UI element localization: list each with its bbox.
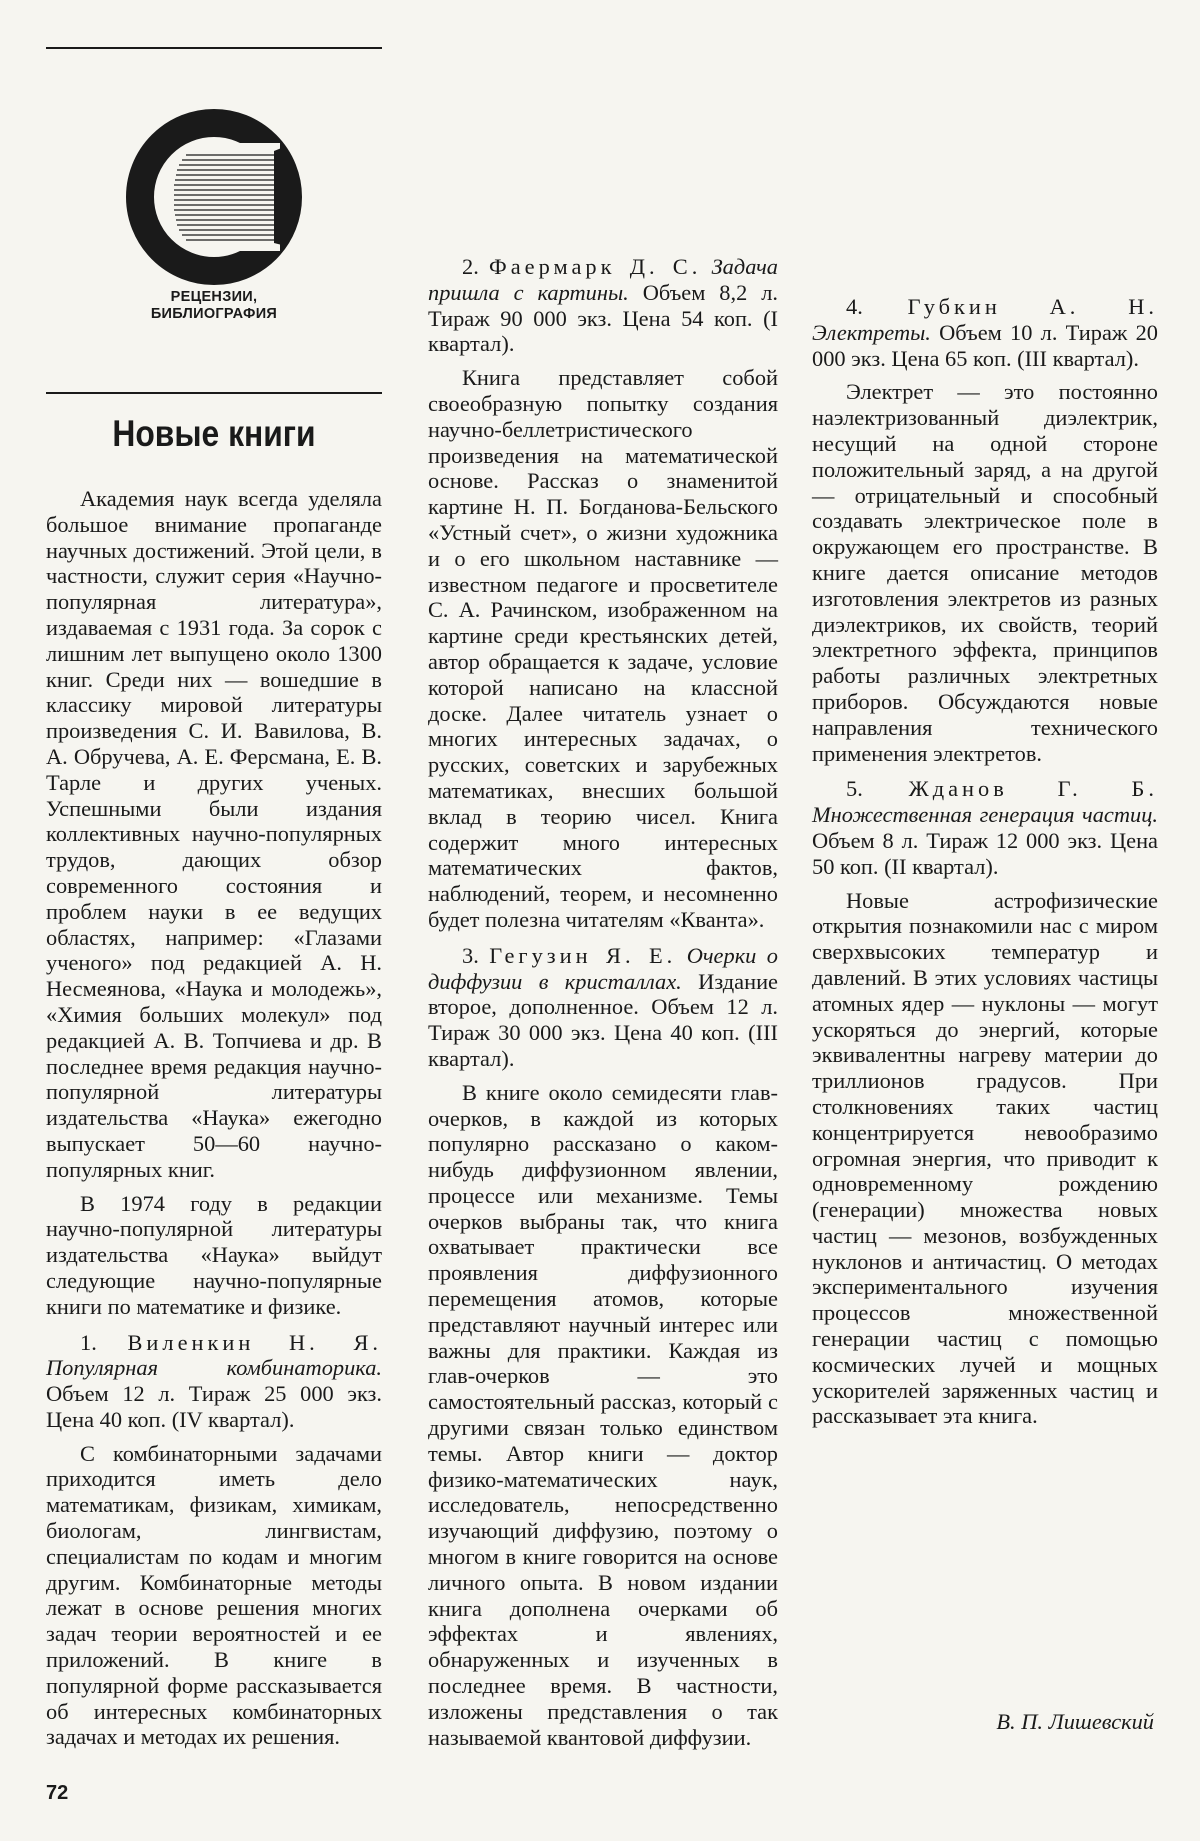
book-author: Фаермарк Д. С. [489, 254, 702, 279]
book-details: Объем 8,2 л. Тираж 90 000 экз. Цена 54 коп. (I квартал). [428, 279, 778, 357]
book-entry-4 [812, 294, 1158, 371]
book-title: Электреты. [812, 319, 931, 345]
headline-rule [46, 392, 382, 394]
book-entry-5 [812, 776, 1158, 879]
book-number: 4. [846, 294, 863, 319]
book-author: Жданов Г. Б. [908, 776, 1158, 802]
book-details: Издание второе, дополненное. Объем 12 л. Тираж 30 000 экз. Цена 40 коп. (III квартал). [428, 968, 778, 1071]
book-number: 1. [80, 1329, 97, 1355]
book-title: Популярная комбинаторика. [46, 1355, 382, 1381]
book-review-5: Новые астрофизические открытия познакомили нас с миром сверхвысоких температур и давлений. В этих условиях частицы атомных ядер — нуклоны — могут ускоряться до энергий, которые эквивалентны нагреву материи до триллионов градусов. При столкновениях таких частиц концентрируется невообразимо огромная энергия, что приводит к одновременному рождению (генерации) множества новых частиц — мезонов, возбужденных нуклонов и античастиц. О методах экспериментального изучения процессов множественной генерации частиц с помощью космических лучей и мощных ускорителей заряженных частиц и рассказывает эта книга. [812, 887, 1158, 1429]
book-title: Задача пришла с картины. [428, 254, 778, 305]
book-review-4: Электрет — это постоянно наэлектризованный диэлектрик, несущий на одной стороне положительный заряд, а на другой — отрицательный и способный создавать электрическое поле в окружающем его пространстве. В книге дается описание методов изготовления электретов из разных диэлектриков, их свойств, теорий электретного эффекта, принципов работы различных электретных приборов. Обсуждаются новые направления технического применения электретов. [812, 379, 1158, 766]
section-label [46, 289, 382, 323]
book-details: Объем 10 л. Тираж 20 000 экз. Цена 65 коп. (III квартал). [812, 319, 1158, 371]
book-author: Гегузин Я. Е. [489, 942, 677, 968]
book-details: Объем 12 л. Тираж 25 000 экз. Цена 40 коп. (IV квартал). [46, 1381, 382, 1432]
book-review-2: Книга представляет собой своеобразную попытку создания научно-беллетристического произведения на математической основе. Рассказ о знаменитой картине Н. П. Богданова-Бельского «Устный счет», о жизни художника и о его школьном наставнике — известном педагоге и просветителе С. А. Рачинском, изображенном на картине среди крестьянских детей, автор обращается к задаче, условие которой написано на классной доске. Далее читатель узнает о многих интересных задачах, о русских, советских и зарубежных математиках, внесших большой вклад в теорию чисел. Книга содержит много интересных математических фактов, наблюдений, теорем, и несомненно будет полезна читателям «Кванта». [428, 365, 778, 932]
book-author: Губкин А. Н. [907, 294, 1158, 319]
column-left [46, 486, 382, 1750]
book-author: Виленкин Н. Я. [127, 1329, 382, 1355]
top-rule [46, 47, 382, 49]
book-review-1: С комбинаторными задачами приходится иметь дело математикам, физикам, химикам, биологам, лингвистам, специалистам по кодам и многим другим. Комбинаторные методы лежат в основе решения многих задач теории вероятностей и ее приложений. В книге в популярной форме рассказывается об интересных комбинаторных задачах и методах их решения. [46, 1440, 382, 1750]
book-entry-3 [428, 943, 778, 1072]
book-number: 2. [462, 254, 479, 279]
book-details: Объем 8 л. Тираж 12 000 экз. Цена 50 коп. (II квартал). [812, 827, 1158, 879]
book-title: Множественная генерация частиц. [812, 802, 1158, 828]
book-title: Очерки о диффузии в кристаллах. [428, 942, 778, 994]
page-title: Новые книги [112, 413, 316, 454]
book-review-3: В книге около семидесяти глав-очерков, в каждой из которых популярно рассказано о каком-нибудь диффузионном явлении, процессе или механизме. Темы очерков выбраны так, что книга охватывает практически все проявления диффузионного перемещения атомов, которые представляют научный интерес или важны для практики. Каждая из глав-очерков — это самостоятельный рассказ, который с другими связан только единством темы. Автор книги — доктор физико-математических наук, исследователь, непосредственно изучающий диффузию, поэтому о многом в книге говорится на основе личного опыта. В новом издании книга дополнена очерками об эффектах и явлениях, обнаруженных и изученных в последнее время. В частности, изложены представления о так называемой квантовой диффузии. [428, 1079, 778, 1750]
section-label-line-2: БИБЛИОГРАФИЯ [150, 306, 278, 322]
author-signature: В. П. Лишевский [996, 1709, 1154, 1734]
book-number: 5. [846, 776, 863, 802]
column-right [812, 44, 1158, 1429]
book-number: 3. [462, 942, 479, 968]
section-logo-icon [124, 107, 304, 287]
book-entry-1 [46, 1330, 382, 1433]
intro-paragraph: Академия наук всегда уделяла большое внимание пропаганде научных достижений. Этой цели, в частности, служит серия «Научно-популярная литература», издаваемая с 1931 года. За сорок с лишним лет выпущено около 1300 книг. Среди них — вошедшие в классику мировой литературы произведения С. И. Вавилова, В. А. Обручева, А. Е. Ферсмана, Е. В. Тарле и других ученых. Успешными были издания коллективных научно-популярных трудов, дающих обзор современного состояния и проблем науки в ее ведущих областях, например: «Глазами ученого» под редакцией А. Н. Несмеянова, «Наука и молодежь», «Химия больших молекул» под редакцией А. В. Топчиева и др. В последнее время редакция научно-популярной литературы издательства «Наука» ежегодно выпускает 50—60 научно-популярных книг. [46, 486, 382, 1182]
page-number: 72 [46, 1782, 69, 1804]
book-entry-2 [428, 254, 778, 357]
intro-paragraph: В 1974 году в редакции научно-популярной литературы издательства «Наука» выйдут следующие научно-популярные книги по математике и физике. [46, 1190, 382, 1319]
section-label-line-1: РЕЦЕНЗИИ, [170, 289, 258, 305]
column-middle [428, 44, 778, 1750]
